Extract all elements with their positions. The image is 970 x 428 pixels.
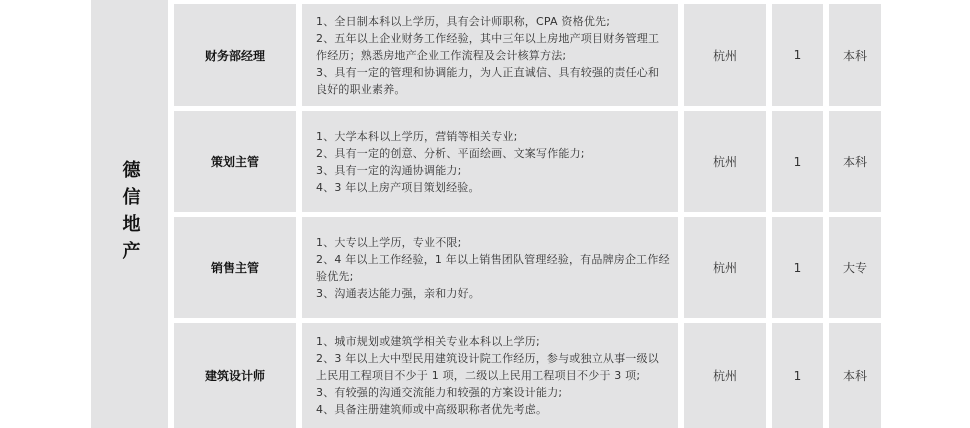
job-requirements-cell: [302, 111, 678, 212]
job-location-cell: [684, 111, 766, 212]
job-education-cell: [829, 4, 881, 106]
job-title-cell: [174, 111, 296, 212]
company-name: 德信地产: [119, 160, 141, 268]
job-location-cell: [684, 217, 766, 318]
requirement-item: 2、3 年以上大中型民用建筑设计院工作经历，参与或独立从事一级以上民用工程项目不少于 1 项，二级以上民用工程项目不少于 3 项;: [316, 352, 659, 382]
job-location-cell: [684, 323, 766, 428]
requirement-item: 2、五年以上企业财务工作经验，其中三年以上房地产项目财务管理工作经历；熟悉房地产企业工作流程及会计核算方法;: [316, 31, 660, 62]
job-count-cell: [772, 4, 823, 106]
job-education: 本科: [842, 369, 867, 383]
job-location: 杭州: [712, 48, 737, 63]
job-education-cell: [829, 323, 881, 428]
job-count-cell: [772, 323, 823, 428]
job-education: 本科: [842, 155, 867, 169]
job-education-cell: [829, 111, 881, 212]
job-education-cell: [829, 217, 881, 318]
job-title-cell: [174, 323, 296, 428]
job-location: 杭州: [712, 155, 737, 169]
job-requirements-cell: [302, 323, 678, 428]
requirement-item: 2、具有一定的创意、分析、平面绘画、文案写作能力;: [316, 146, 585, 160]
job-row: [0, 111, 970, 212]
job-count-cell: [772, 217, 823, 318]
requirement-item: 1、大专以上学历，专业不限;: [316, 235, 462, 249]
requirements-list: [316, 128, 585, 196]
job-row: [0, 217, 970, 318]
requirement-item: 3、具有一定的沟通协调能力;: [316, 163, 462, 177]
requirement-item: 4、3 年以上房产项目策划经验。: [316, 180, 480, 194]
job-count: 1: [793, 260, 802, 275]
job-title-cell: [174, 217, 296, 318]
job-title: 财务部经理: [204, 48, 265, 63]
job-count: 1: [793, 368, 802, 383]
job-location: 杭州: [712, 261, 737, 275]
job-count: 1: [793, 48, 802, 62]
job-requirements-cell: [302, 4, 678, 106]
job-title: 销售主管: [210, 261, 259, 275]
job-requirements-cell: [302, 217, 678, 318]
requirement-item: 3、有较强的沟通交流能力和较强的方案设计能力;: [316, 386, 563, 399]
requirement-item: 2、4 年以上工作经验，1 年以上销售团队管理经验，有品牌房企工作经验优先;: [316, 252, 670, 283]
job-row: [0, 323, 970, 428]
job-education: 大专: [842, 261, 867, 275]
job-location: 杭州: [712, 369, 737, 383]
job-count: 1: [793, 154, 802, 169]
requirement-item: 3、沟通表达能力强，亲和力好。: [316, 286, 480, 300]
requirements-list: [316, 13, 670, 98]
requirement-item: 1、城市规划或建筑学相关专业本科以上学历;: [316, 335, 540, 348]
requirement-item: 4、具备注册建筑师或中高级职称者优先考虑。: [316, 403, 548, 416]
requirement-item: 1、全日制本科以上学历，具有会计师职称，CPA 资格优先;: [316, 14, 611, 28]
job-row: [0, 4, 970, 106]
job-location-cell: [684, 4, 766, 106]
requirements-list: [316, 234, 670, 302]
job-title: 策划主管: [210, 155, 259, 169]
requirements-list: [316, 333, 670, 418]
job-count-cell: [772, 111, 823, 212]
job-title: 建筑设计师: [204, 369, 265, 383]
requirement-item: 3、具有一定的管理和协调能力，为人正直诚信、具有较强的责任心和良好的职业素养。: [316, 65, 660, 96]
job-title-cell: [174, 4, 296, 106]
job-education: 本科: [842, 48, 867, 63]
requirement-item: 1、大学本科以上学历，营销等相关专业;: [316, 129, 518, 143]
